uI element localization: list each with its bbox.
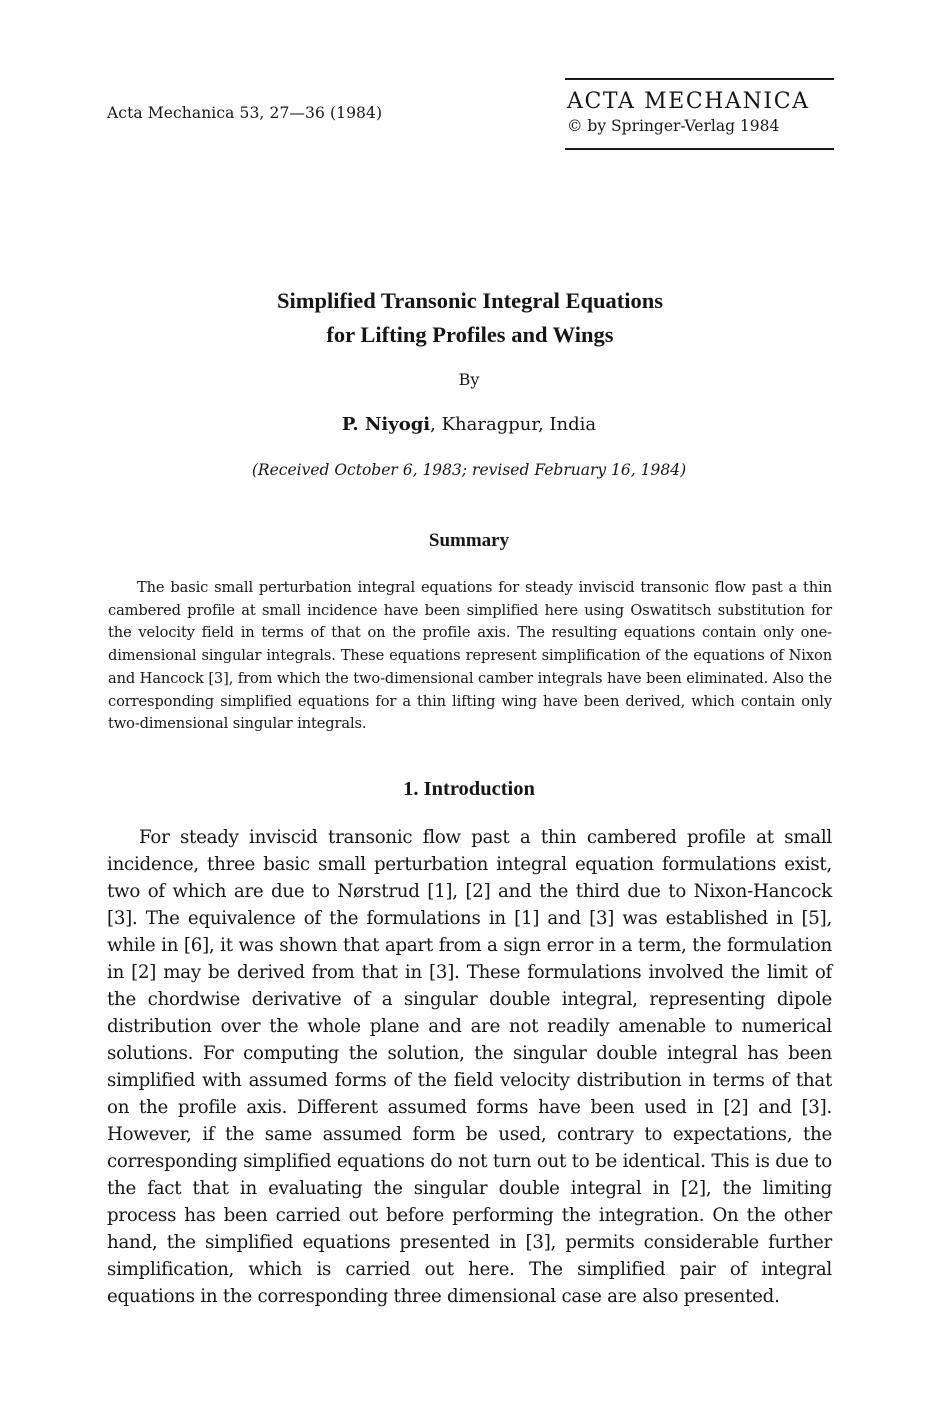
summary-text: The basic small perturbation integral equations for steady inviscid transonic flow past a thin cambered profile at small incidence have been simplified here using Oswatitsch substitution for the velocity field in terms of that on the profile axis. The resulting equations contain only one-dimensional singular integrals. These equations represent simplification of the equations of Nixon and Hancock [3], from which the two-dimensional camber integrals have been eliminated. Also the corresponding simplified equations for a thin lifting wing have been derived, which contain only two-dimensional singular integrals. — [108, 579, 832, 733]
author-line — [0, 414, 938, 435]
masthead-title: ACTA MECHANICA — [567, 89, 810, 114]
author-affiliation: , Kharagpur, India — [430, 414, 597, 435]
journal-citation: Acta Mechanica 53, 27—36 (1984) — [107, 104, 383, 122]
journal-masthead — [565, 78, 834, 150]
masthead-copyright: © by Springer-Verlag 1984 — [567, 117, 780, 135]
summary-heading: Summary — [428, 530, 510, 551]
title-line-1: Simplified Transonic Integral Equations — [276, 288, 664, 313]
received-dates: (Received October 6, 1983; revised February 16, 1984) — [251, 461, 687, 479]
introduction-heading: 1. Introduction — [403, 778, 535, 800]
article-title — [150, 284, 790, 352]
byline-by: By — [458, 370, 480, 389]
author-name: P. Niyogi — [341, 414, 431, 435]
title-line-2: for Lifting Profiles and Wings — [326, 322, 614, 347]
introduction-text: For steady inviscid transonic flow past a thin cambered profile at small incidence, three basic small perturbation integral equation formulations exist, two of which are due to Nørstrud [1], [2] and the third due to Nixon-Hancock [3]. The equivalence of the formulations in [1] and [3] was established in [5], while in [6], it was shown that apart from a sign error in a term, the formulation in [2] may be derived from that in [3]. These formulations involved the limit of the chordwise derivative of a singular double integral, representing dipole distribution over the whole plane and are not readily amenable to numerical solutions. For computing the solution, the singular double integral has been simplified with assumed forms of the field velocity distribution in terms of that on the profile axis. Different assumed forms have been used in [2] and [3]. However, if the same assumed form be used, contrary to expectations, the corresponding simplified equations do not turn out to be identical. This is due to the fact that in evaluating the singular double integral in [2], the limiting process has been carried out before performing the integration. On the other hand, the simplified equations presented in [3], permits considerable further simplification, which is carried out here. The simplified pair of integral equations in the corresponding three dimensional case are also presented. — [107, 827, 832, 1307]
